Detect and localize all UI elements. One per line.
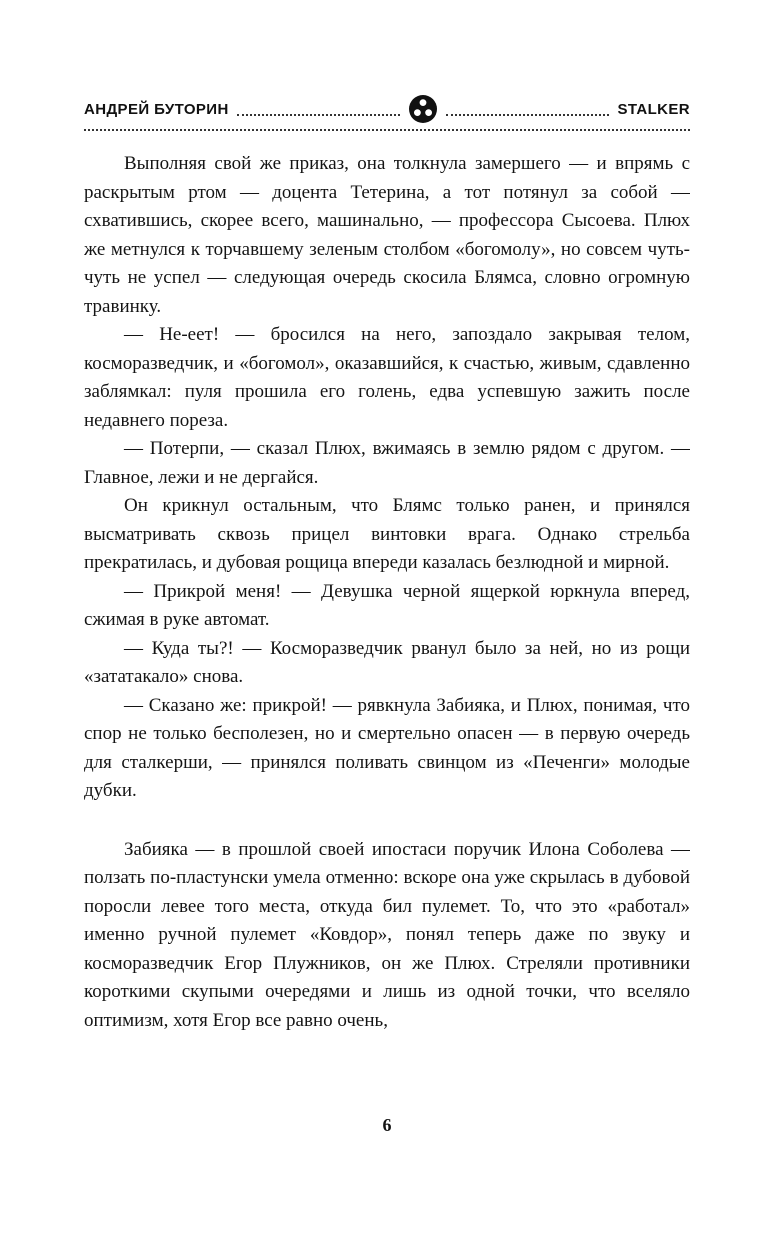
header-dotted-rule (84, 129, 690, 131)
dotted-leader-right (446, 114, 609, 116)
header-row (84, 96, 690, 124)
dotted-leader-left (237, 114, 400, 116)
paragraph: Выполняя свой же приказ, она толкнула замершего — и впрямь с раскрытым ртом — доцента Тетерина, а тот потянул за собой — схватившись, скорее всего, машинально, — профессора Сысоева. Плюх же метнулся к торчавшему зеленым столбом «богомолу», но совсем чуть-чуть не успел — следующая очередь скосила Блямса, словно огромную травинку. (84, 153, 690, 317)
paragraph: — Сказано же: прикрой! — рявкнула Забияка, и Плюх, понимая, что спор не только бесполезен, но и смертельно опасен — в первую очередь для сталкерши, — принялся поливать свинцом из «Печенги» молодые дубки. (84, 694, 690, 801)
series-title: STALKER (617, 100, 691, 118)
paragraph-section-start: Забияка — в прошлой своей ипостаси поручик Илона Соболева — ползать по-пластунски умела отменно: вскоре она уже скрылась в дубовой поросли левее того места, откуда бил пулемет. То, что это «работал» именно ручной пулемет «Ковдор», понял теперь даже по звуку и косморазведчик Егор Плужников, он же Плюх. Стреляли противники короткими скупыми очередями и лишь из одной точки, что вселяло оптимизм, хотя Егор все равно очень, (84, 838, 690, 1031)
author-name: АНДРЕЙ БУТОРИН (84, 100, 229, 118)
text-block (84, 150, 690, 1118)
series-emblem-icon (408, 94, 438, 124)
paragraph: — Прикрой меня! — Девушка черной ящеркой юркнула вперед, сжимая в руке автомат. (84, 580, 690, 630)
page-number: 6 (382, 1115, 392, 1135)
page-header (84, 96, 690, 131)
paragraph: — Не-еет! — бросился на него, запоздало закрывая телом, косморазведчик, и «богомол», оказавшийся, к счастью, живым, сдавленно заблямкал: пуля прошила его голень, едва успевшую зажить после недавнего пореза. (84, 324, 690, 431)
paragraph: Он крикнул остальным, что Блямс только ранен, и принялся высматривать сквозь прицел винтовки врага. Однако стрельба прекратилась, и дубовая рощица впереди казалась безлюдной и мирной. (84, 495, 690, 573)
paragraph: — Куда ты?! — Косморазведчик рванул было за ней, но из рощи «зататакало» снова. (84, 637, 690, 687)
paragraph: — Потерпи, — сказал Плюх, вжимаясь в землю рядом с другом. — Главное, лежи и не дергайся. (84, 438, 690, 488)
